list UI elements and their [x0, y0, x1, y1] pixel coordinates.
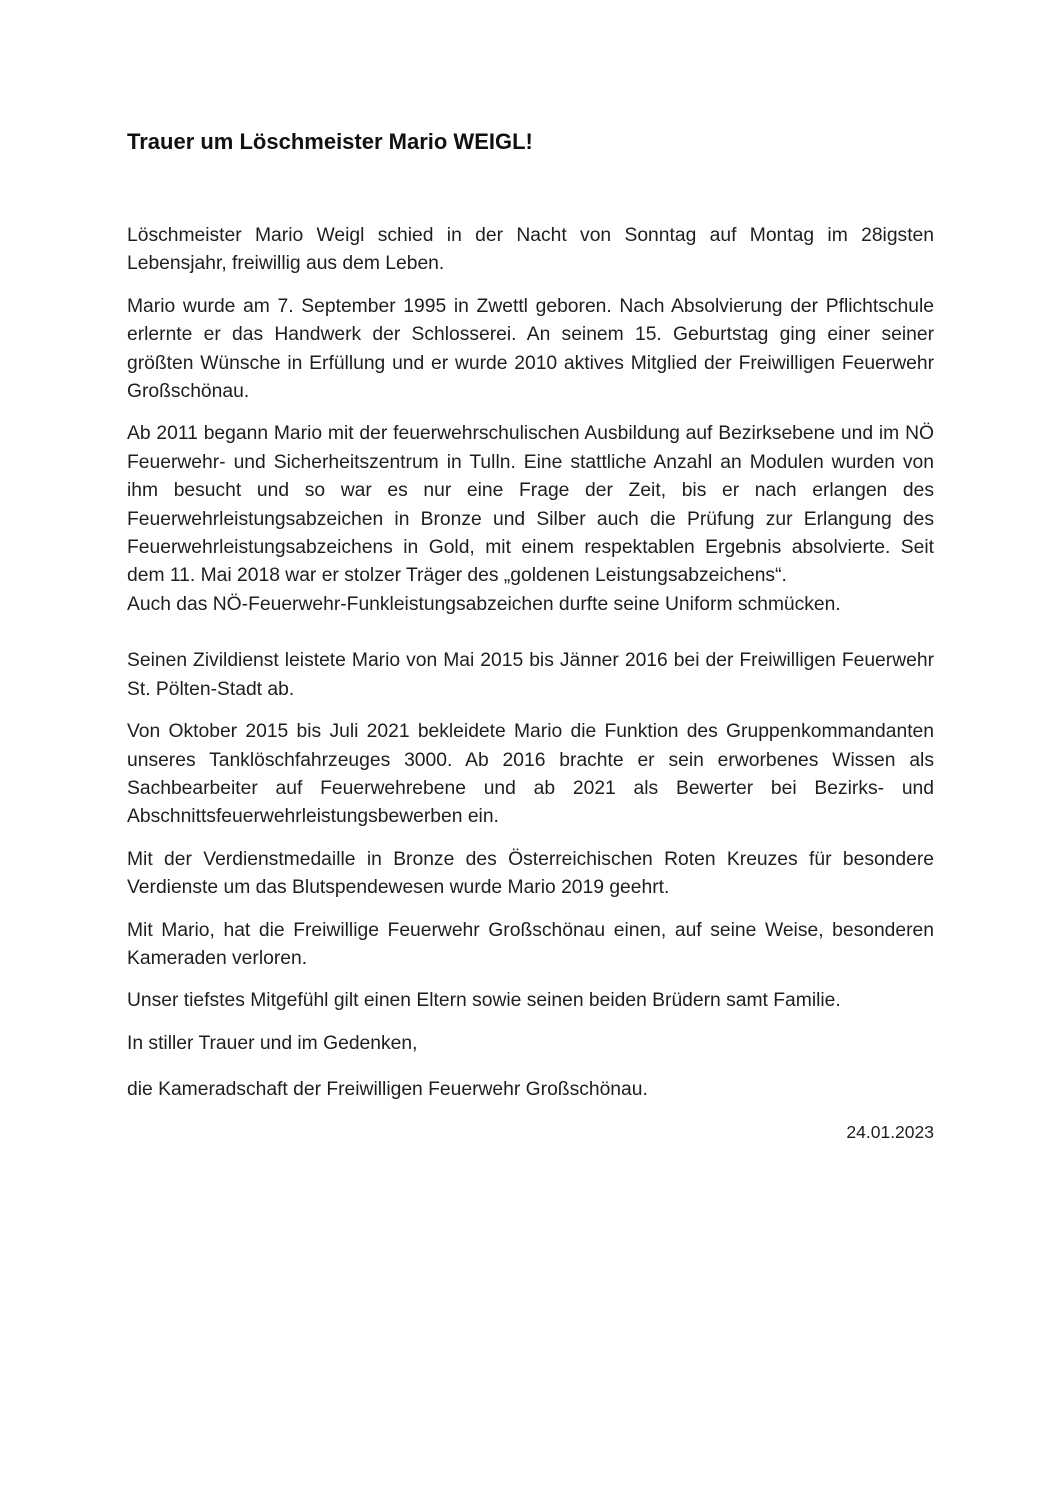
paragraph-condolence: Unser tiefstes Mitgefühl gilt einen Eltern sowie seinen beiden Brüdern samt Familie.	[127, 990, 841, 1012]
paragraph-radio-badge: Auch das NÖ-Feuerwehr-Funkleistungsabzeichen durfte seine Uniform schmücken.	[127, 593, 841, 615]
document-title: Trauer um Löschmeister Mario WEIGL!	[127, 129, 533, 154]
paragraph-functions: Von Oktober 2015 bis Juli 2021 bekleidete Mario die Funktion des Gruppenkommandanten unseres Tanklöschfahrzeuges 3000. Ab 2016 brachte er sein erworbenes Wissen als Sachbearbeiter auf Feuerwehrebene und ab 2021 als Bewerter bei Bezirks- und Abschnittsfeuerwehrleistungsbewerben ein.	[127, 721, 934, 828]
paragraph-loss: Mit Mario, hat die Freiwillige Feuerwehr Großschönau einen, auf seine Weise, besonderen Kameraden verloren.	[127, 919, 934, 969]
signature-line: die Kameradschaft der Freiwilligen Feuerwehr Großschönau.	[127, 1079, 648, 1101]
closing-line: In stiller Trauer und im Gedenken,	[127, 1032, 418, 1054]
paragraph-intro: Löschmeister Mario Weigl schied in der Nacht von Sonntag auf Montag im 28igsten Lebensjahr, freiwillig aus dem Leben.	[127, 225, 934, 275]
document-content	[127, 128, 934, 1145]
paragraph-civil-service: Seinen Zivildienst leistete Mario von Mai 2015 bis Jänner 2016 bei der Freiwilligen Feuerwehr St. Pölten-Stadt ab.	[127, 650, 934, 700]
document-body	[127, 222, 934, 1145]
document-date: 24.01.2023	[846, 1121, 934, 1142]
paragraph-biography: Mario wurde am 7. September 1995 in Zwettl geboren. Nach Absolvierung der Pflichtschule erlernte er das Handwerk der Schlosserei. An seinem 15. Geburtstag ging einer seiner größten Wünsche in Erfüllung und er wurde 2010 aktives Mitglied der Freiwilligen Feuerwehr Großschönau.	[127, 295, 934, 403]
paragraph-training: Ab 2011 begann Mario mit der feuerwehrschulischen Ausbildung auf Bezirksebene und im NÖ Feuerwehr- und Sicherheitszentrum in Tulln. Eine stattliche Anzahl an Modulen wurden von ihm besucht und so war es nur eine Frage der Zeit, bis er nach erlangen des Feuerwehrleistungsabzeichen in Bronze und Silber auch die Prüfung zur Erlangung des Feuerwehrleistungsabzeichens in Gold, mit einem respektablen Ergebnis absolvierte. Seit dem 11. Mai 2018 war er stolzer Träger des „goldenen Leistungsabzeichens“.	[127, 423, 934, 587]
paragraph-medal: Mit der Verdienstmedaille in Bronze des Österreichischen Roten Kreuzes für besondere Verdienste um das Blutspendewesen wurde Mario 2019 geehrt.	[127, 848, 934, 899]
